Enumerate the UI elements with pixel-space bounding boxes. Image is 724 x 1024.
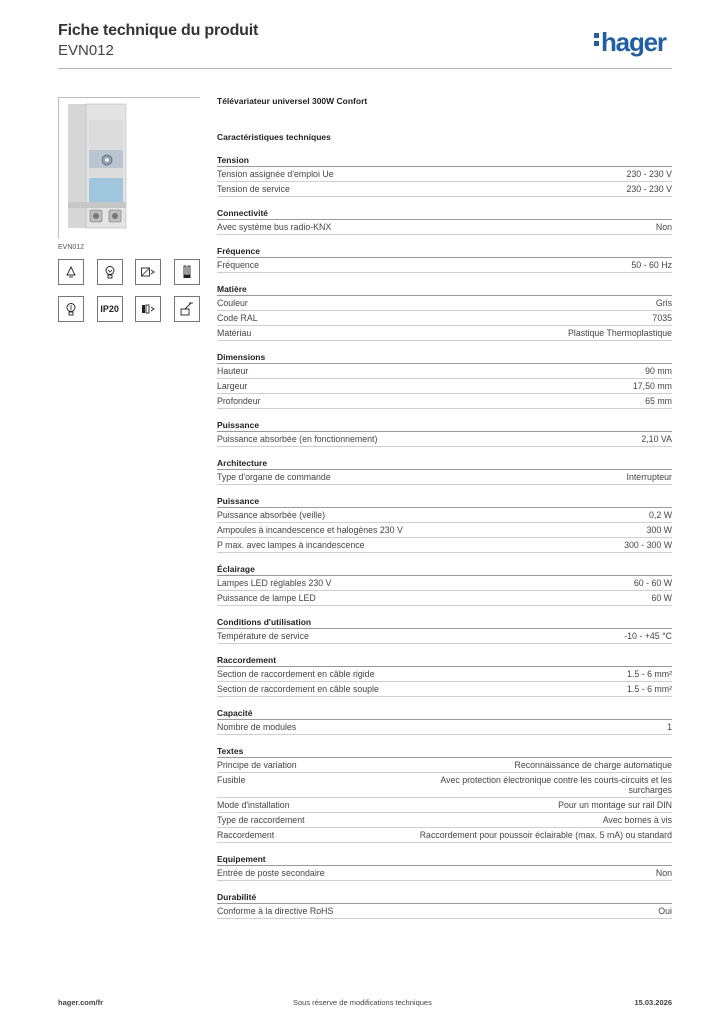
section-title: Puissance bbox=[217, 419, 672, 432]
fluorescent-tube-icon bbox=[174, 259, 200, 285]
spec-section bbox=[217, 745, 672, 843]
spec-section bbox=[217, 891, 672, 919]
spec-row bbox=[217, 682, 672, 697]
spec-row bbox=[217, 773, 672, 798]
section-title: Puissance bbox=[217, 495, 672, 508]
spec-value: 230 - 230 V bbox=[626, 169, 672, 179]
spec-label: Largeur bbox=[217, 381, 248, 391]
spec-label: Principe de variation bbox=[217, 760, 297, 770]
product-reference: EVN012 bbox=[58, 42, 114, 59]
spec-label: Type de raccordement bbox=[217, 815, 305, 825]
spec-value: Interrupteur bbox=[626, 472, 672, 482]
push-button-icon bbox=[174, 296, 200, 322]
spec-row bbox=[217, 508, 672, 523]
spec-row bbox=[217, 813, 672, 828]
spec-value: 2,10 VA bbox=[641, 434, 672, 444]
certification-icons bbox=[58, 259, 200, 333]
spec-content bbox=[217, 95, 672, 919]
spec-section bbox=[217, 419, 672, 447]
spec-section bbox=[217, 616, 672, 644]
spec-section bbox=[217, 207, 672, 235]
spec-value: 230 - 230 V bbox=[626, 184, 672, 194]
spec-value: 300 W bbox=[646, 525, 672, 535]
spec-label: Ampoules à incandescence et halogènes 230 V bbox=[217, 525, 403, 535]
logo-dots-icon bbox=[594, 33, 599, 49]
spec-label: Fréquence bbox=[217, 260, 260, 270]
spec-section bbox=[217, 245, 672, 273]
spec-row bbox=[217, 758, 672, 773]
spec-label: Conforme à la directive RoHS bbox=[217, 906, 334, 916]
spec-value: Plastique Thermoplastique bbox=[568, 328, 672, 338]
spec-value: 1 bbox=[667, 722, 672, 732]
spec-label: Mode d'installation bbox=[217, 800, 290, 810]
spec-value: 60 - 60 W bbox=[633, 578, 672, 588]
spec-label: Type d'organe de commande bbox=[217, 472, 331, 482]
spec-heading: Caractéristiques techniques bbox=[217, 132, 331, 142]
spec-row bbox=[217, 904, 672, 919]
spec-value: 7035 bbox=[652, 313, 672, 323]
brand-logo: hager bbox=[594, 28, 666, 56]
spec-row bbox=[217, 470, 672, 485]
spec-row bbox=[217, 432, 672, 447]
footer-date: 15.03.2026 bbox=[634, 998, 672, 1007]
spec-value: 65 mm bbox=[645, 396, 672, 406]
spec-row bbox=[217, 394, 672, 409]
spec-section bbox=[217, 495, 672, 553]
header bbox=[58, 22, 258, 60]
spec-row bbox=[217, 576, 672, 591]
spec-section bbox=[217, 563, 672, 606]
section-title: Éclairage bbox=[217, 563, 672, 576]
dimmer-transformer-icon bbox=[135, 259, 161, 285]
spec-section bbox=[217, 351, 672, 409]
spec-label: Couleur bbox=[217, 298, 248, 308]
section-title: Capacité bbox=[217, 707, 672, 720]
spec-section bbox=[217, 654, 672, 697]
spec-label: Raccordement bbox=[217, 830, 275, 840]
section-title: Textes bbox=[217, 745, 672, 758]
page-title: Fiche technique du produit bbox=[58, 22, 259, 39]
spec-label: Lampes LED réglables 230 V bbox=[217, 578, 332, 588]
section-title: Fréquence bbox=[217, 245, 672, 258]
spec-row bbox=[217, 591, 672, 606]
spec-value: 90 mm bbox=[645, 366, 672, 376]
spec-label: Entrée de poste secondaire bbox=[217, 868, 325, 878]
spec-label: Puissance absorbée (veille) bbox=[217, 510, 326, 520]
electronic-transformer-icon bbox=[135, 296, 161, 322]
section-title: Durabilité bbox=[217, 891, 672, 904]
spec-label: Profondeur bbox=[217, 396, 261, 406]
spec-value: Pour un montage sur rail DIN bbox=[558, 800, 672, 810]
spec-label: Température de service bbox=[217, 631, 309, 641]
spec-value: 17,50 mm bbox=[632, 381, 672, 391]
section-title: Conditions d'utilisation bbox=[217, 616, 672, 629]
spec-value: Oui bbox=[658, 906, 672, 916]
ip-rating-badge: IP20 bbox=[97, 296, 123, 322]
ceiling-lamp-icon bbox=[58, 259, 84, 285]
section-title: Matière bbox=[217, 283, 672, 296]
spec-value: 60 W bbox=[651, 593, 672, 603]
spec-row bbox=[217, 182, 672, 197]
spec-label: Tension assignée d'emploi Ue bbox=[217, 169, 334, 179]
spec-section bbox=[217, 457, 672, 485]
spec-value: Avec protection électronique contre les courts-circuits et les surcharges bbox=[440, 775, 672, 795]
spec-row bbox=[217, 667, 672, 682]
spec-section bbox=[217, 707, 672, 735]
footer-disclaimer: Sous réserve de modifications techniques bbox=[293, 998, 432, 1007]
spec-row bbox=[217, 629, 672, 644]
spec-label: Section de raccordement en câble rigide bbox=[217, 669, 375, 679]
spec-row bbox=[217, 720, 672, 735]
spec-row bbox=[217, 311, 672, 326]
spec-label: Hauteur bbox=[217, 366, 249, 376]
product-image-caption: EVN012 bbox=[58, 244, 85, 251]
spec-row bbox=[217, 167, 672, 182]
spec-label: Tension de service bbox=[217, 184, 290, 194]
section-title: Raccordement bbox=[217, 654, 672, 667]
led-bulb-icon bbox=[58, 296, 84, 322]
spec-label: Nombre de modules bbox=[217, 722, 297, 732]
spec-label: Matériau bbox=[217, 328, 252, 338]
spec-row bbox=[217, 379, 672, 394]
section-title: Architecture bbox=[217, 457, 672, 470]
spec-row bbox=[217, 523, 672, 538]
spec-value: Non bbox=[655, 868, 672, 878]
product-name: Télévariateur universel 300W Confort bbox=[217, 96, 368, 106]
spec-value: -10 - +45 °C bbox=[624, 631, 672, 641]
spec-value: 300 - 300 W bbox=[624, 540, 672, 550]
section-title: Equipement bbox=[217, 853, 672, 866]
spec-row bbox=[217, 326, 672, 341]
spec-label: Puissance de lampe LED bbox=[217, 593, 316, 603]
spec-value: Gris bbox=[655, 298, 672, 308]
section-title: Dimensions bbox=[217, 351, 672, 364]
spec-sections bbox=[217, 154, 672, 919]
spec-label: Section de raccordement en câble souple bbox=[217, 684, 379, 694]
header-divider bbox=[58, 68, 672, 69]
spec-row bbox=[217, 364, 672, 379]
section-title: Connectivité bbox=[217, 207, 672, 220]
spec-label: Puissance absorbée (en fonctionnement) bbox=[217, 434, 378, 444]
spec-row bbox=[217, 798, 672, 813]
footer-website[interactable]: hager.com/fr bbox=[58, 998, 104, 1007]
spec-row bbox=[217, 538, 672, 553]
spec-row bbox=[217, 258, 672, 273]
halogen-bulb-icon bbox=[97, 259, 123, 285]
spec-label: Avec système bus radio-KNX bbox=[217, 222, 332, 232]
spec-row bbox=[217, 220, 672, 235]
spec-section bbox=[217, 154, 672, 197]
spec-row bbox=[217, 866, 672, 881]
spec-value: Reconnaissance de charge automatique bbox=[514, 760, 672, 770]
spec-value: 50 - 60 Hz bbox=[631, 260, 672, 270]
spec-label: Code RAL bbox=[217, 313, 258, 323]
section-title: Tension bbox=[217, 154, 672, 167]
spec-section bbox=[217, 853, 672, 881]
product-image bbox=[58, 97, 200, 239]
spec-label: P max. avec lampes à incandescence bbox=[217, 540, 365, 550]
spec-value: 0,2 W bbox=[649, 510, 672, 520]
spec-label: Fusible bbox=[217, 775, 246, 785]
spec-row bbox=[217, 828, 672, 843]
spec-value: Non bbox=[655, 222, 672, 232]
spec-section bbox=[217, 283, 672, 341]
spec-value: 1.5 - 6 mm² bbox=[627, 669, 672, 679]
spec-row bbox=[217, 296, 672, 311]
spec-value: Avec bornes à vis bbox=[602, 815, 672, 825]
spec-value: 1.5 - 6 mm² bbox=[627, 684, 672, 694]
spec-value: Raccordement pour poussoir éclairable (max. 5 mA) ou standard bbox=[419, 830, 672, 840]
